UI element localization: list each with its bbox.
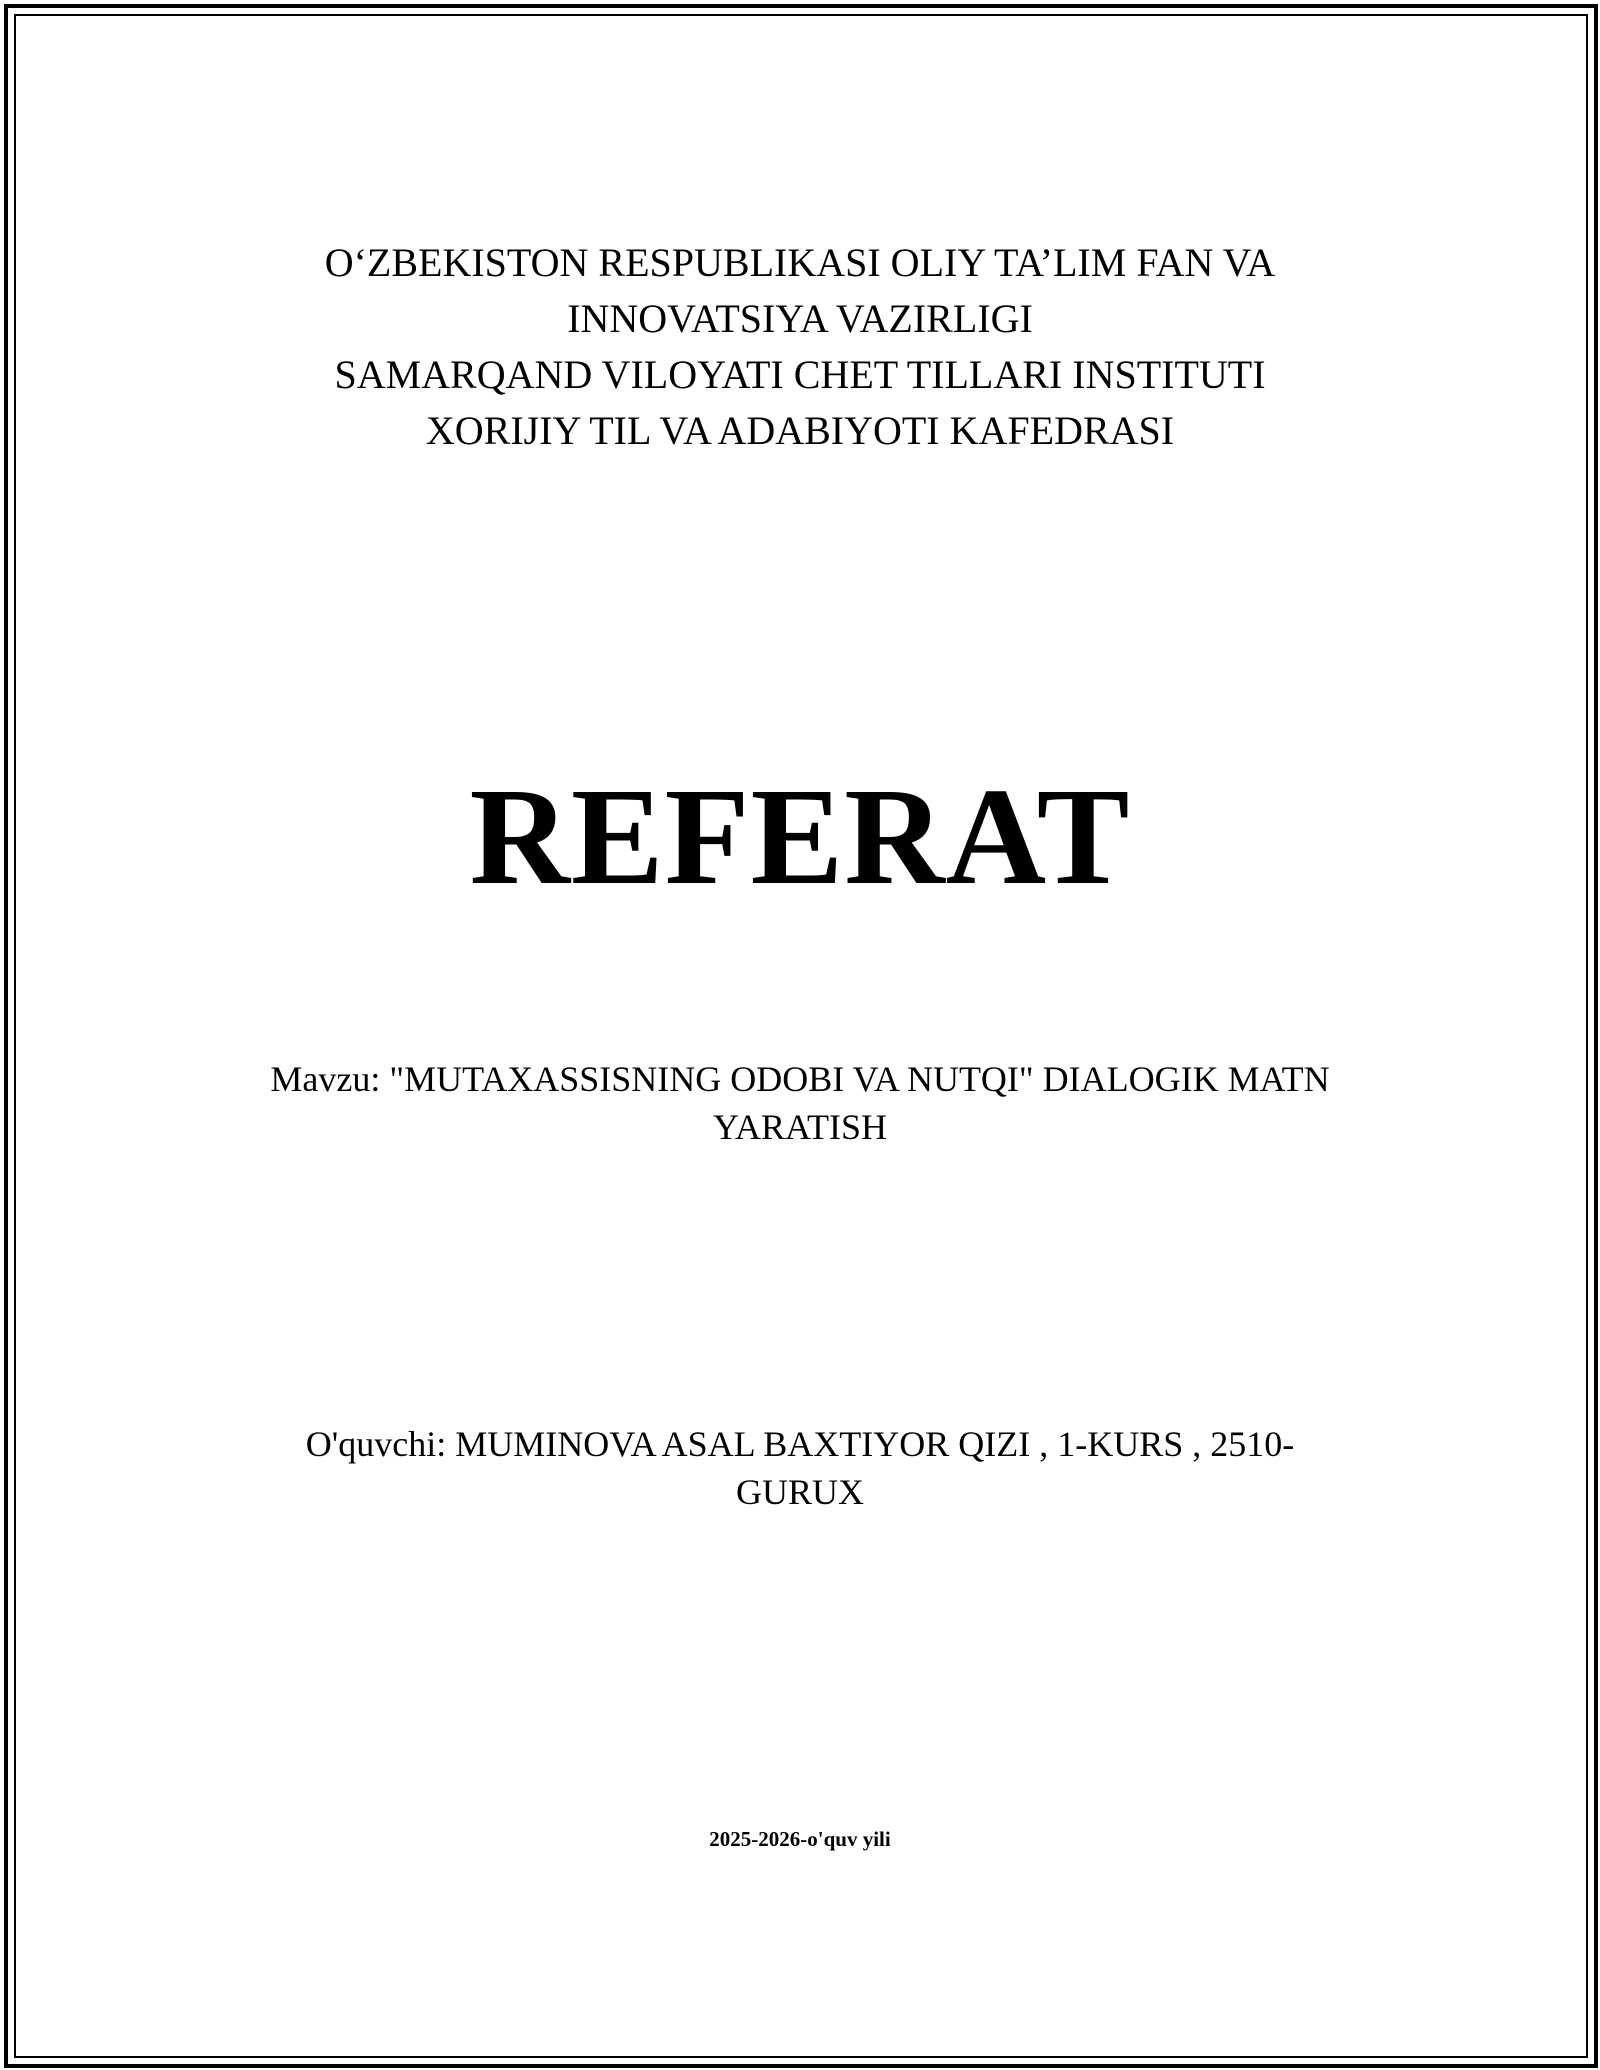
ministry-header: [0, 240, 1600, 468]
topic-block: [0, 1055, 1600, 1151]
document-title: REFERAT: [469, 760, 1131, 914]
header-line: SAMARQAND VILOYATI CHET TILLARI INSTITUTI: [334, 352, 1266, 397]
student-block: [0, 1420, 1600, 1516]
student-line: GURUX: [735, 1472, 864, 1512]
student-line: O'quvchi: MUMINOVA ASAL BAXTIYOR QIZI , 1-KURS , 2510-: [305, 1424, 1295, 1464]
header-line: INNOVATSIYA VAZIRLIGI: [567, 296, 1033, 341]
header-line: XORIJIY TIL VA ADABIYOTI KAFEDRASI: [425, 408, 1175, 453]
topic-line: Mavzu: "MUTAXASSISNING ODOBI VA NUTQI" DIALOGIK MATN: [270, 1059, 1330, 1099]
academic-year: 2025-2026-o'quv yili: [709, 1827, 891, 1851]
header-line: O‘ZBEKISTON RESPUBLIKASI OLIY TA’LIM FAN VA: [324, 240, 1276, 285]
topic-line: YARATISH: [712, 1107, 888, 1147]
